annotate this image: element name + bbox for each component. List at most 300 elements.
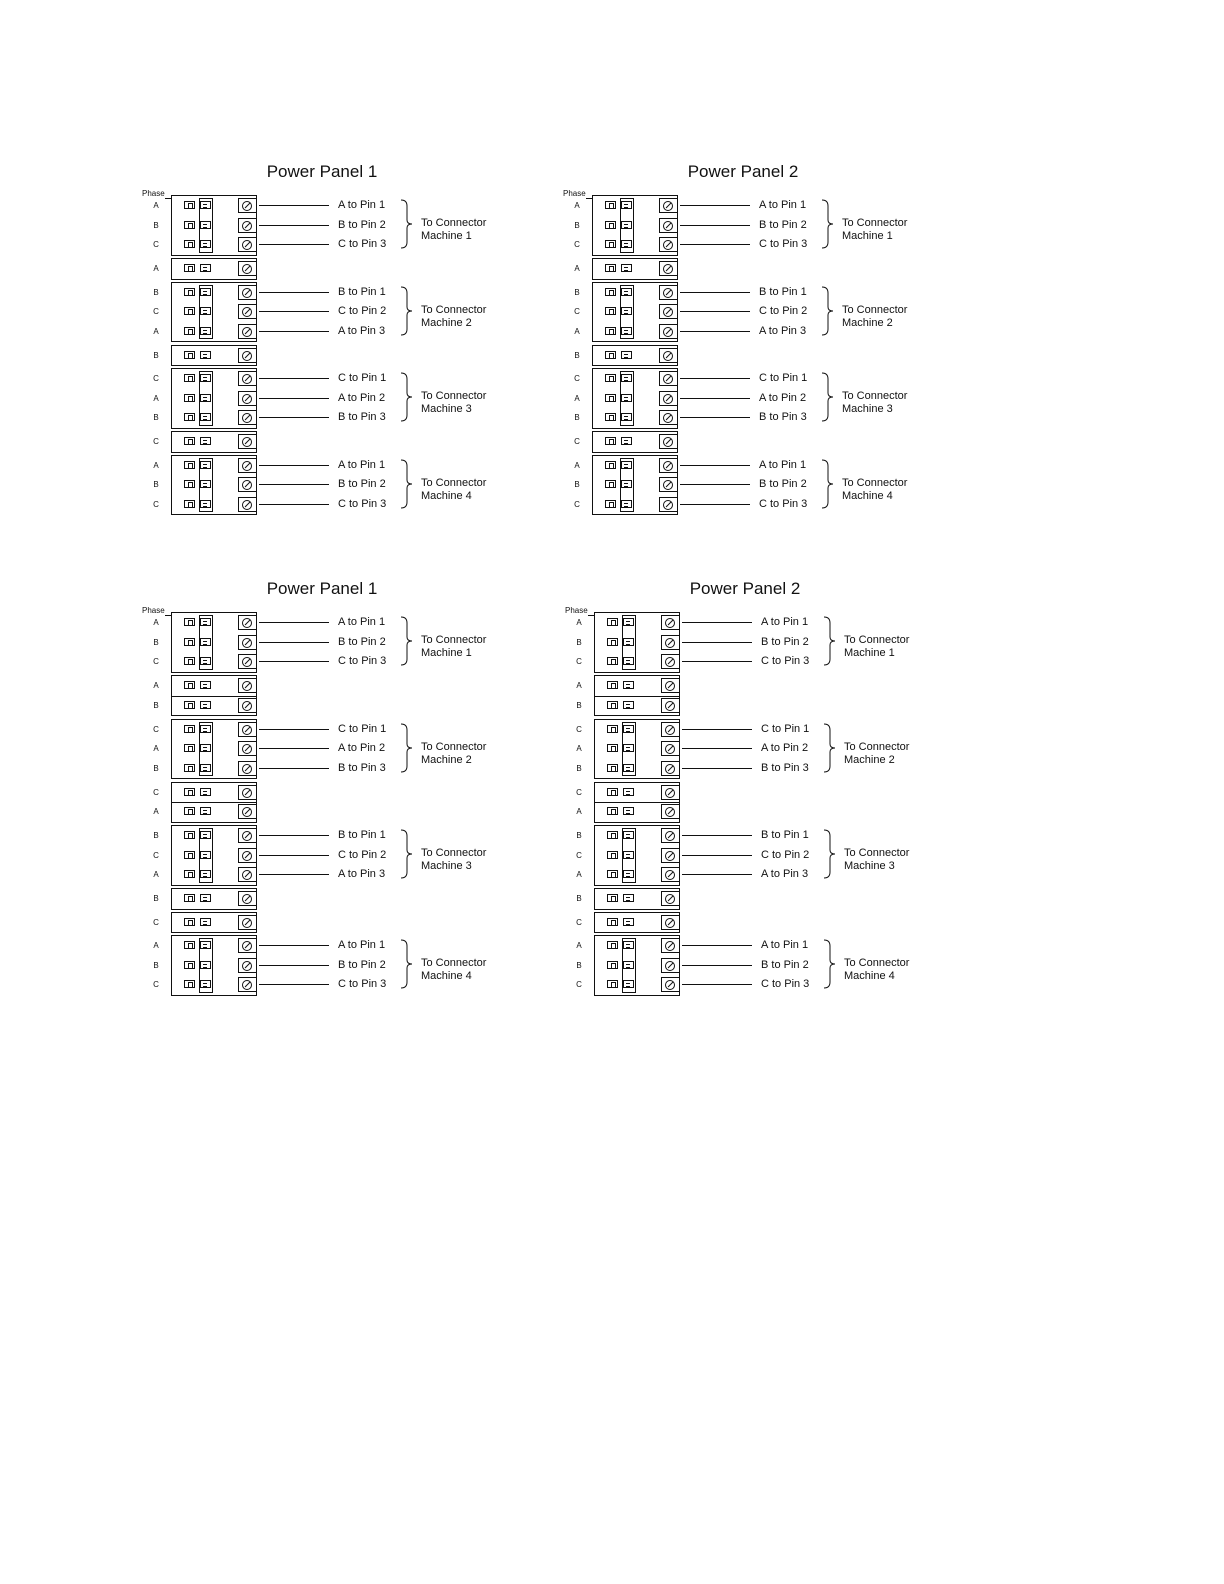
terminal-lug — [659, 410, 678, 425]
phase-label: B — [574, 480, 580, 489]
breaker-icon — [184, 638, 195, 646]
pin-label: B to Pin 3 — [759, 411, 807, 423]
brace-icon — [823, 723, 839, 773]
breaker-row — [565, 613, 985, 633]
phase-label: B — [153, 220, 159, 230]
screw-icon — [242, 657, 252, 667]
phase-header: Phase — [142, 606, 165, 615]
screw-icon — [242, 918, 252, 928]
connector-machine: Machine 3 — [421, 860, 472, 872]
terminal-lug — [238, 635, 257, 650]
pole-icon — [623, 980, 634, 988]
wire-line — [682, 945, 752, 946]
breaker-icon — [184, 764, 195, 772]
breaker-row — [563, 456, 983, 476]
terminal-lug — [661, 678, 680, 693]
breaker-icon — [184, 201, 195, 209]
phase-label: C — [574, 437, 580, 446]
terminal-lug — [238, 891, 257, 906]
terminal-lug — [238, 371, 257, 386]
terminal-lug — [238, 654, 257, 669]
breaker-row — [142, 739, 562, 759]
wire-line — [680, 225, 750, 226]
breaker-row — [563, 408, 983, 428]
phase-label: A — [153, 941, 159, 950]
screw-icon — [665, 725, 675, 735]
wire-line — [259, 465, 329, 466]
phase-label: C — [576, 980, 582, 989]
brace-icon — [400, 286, 416, 336]
pin-label: B to Pin 3 — [761, 761, 809, 774]
phase-label: C — [576, 850, 582, 860]
phase-header: Phase — [563, 189, 586, 198]
breaker-row — [142, 865, 562, 885]
pin-label: A to Pin 2 — [759, 391, 807, 404]
breaker-row — [565, 889, 985, 909]
connector-prefix: To Connector — [421, 634, 487, 646]
screw-icon — [242, 307, 252, 317]
pin-label: A to Pin 3 — [338, 868, 386, 880]
pin-label: B to Pin 1 — [338, 285, 386, 298]
brace-icon — [821, 199, 837, 249]
breaker-icon — [607, 657, 618, 665]
phase-header: Phase — [142, 189, 165, 198]
breaker-icon — [605, 288, 616, 296]
brace-icon — [400, 616, 416, 666]
wire-line — [259, 768, 329, 769]
phase-label: B — [153, 960, 159, 970]
breaker-row — [142, 802, 562, 822]
pole-icon — [200, 681, 211, 689]
phase-label: C — [153, 437, 159, 446]
screw-icon — [242, 480, 252, 490]
pin-label: A to Pin 1 — [338, 199, 386, 211]
pin-label: A to Pin 3 — [338, 324, 386, 337]
breaker-row — [565, 783, 985, 803]
breaker-row — [563, 346, 983, 366]
pole-icon — [200, 961, 211, 969]
pole-icon — [621, 413, 632, 421]
pole-icon — [623, 807, 634, 815]
breaker-row — [142, 652, 562, 672]
phase-label: C — [153, 499, 159, 509]
phase-label: C — [153, 307, 159, 316]
phase-label: A — [574, 393, 580, 403]
connector-prefix: To Connector — [842, 476, 908, 489]
breaker-icon — [605, 221, 616, 229]
wire-line — [682, 622, 752, 623]
wire-line — [259, 311, 329, 312]
screw-icon — [663, 413, 673, 423]
pole-icon — [623, 870, 634, 878]
wire-line — [682, 855, 752, 856]
connector-machine: Machine 1 — [421, 647, 472, 659]
pin-label: C to Pin 2 — [338, 848, 387, 861]
wire-line — [259, 378, 329, 379]
screw-icon — [242, 618, 252, 628]
connector-machine: Machine 3 — [842, 403, 893, 415]
brace-icon — [400, 829, 416, 879]
pin-label: B to Pin 2 — [761, 958, 809, 971]
breaker-row — [142, 613, 562, 633]
breaker-row — [142, 456, 562, 476]
pole-icon — [200, 327, 211, 335]
pole-icon — [200, 264, 211, 272]
phase-label: C — [576, 724, 582, 734]
breaker-row — [142, 235, 562, 255]
breaker-row — [142, 432, 562, 452]
terminal-lug — [661, 654, 680, 669]
wire-line — [259, 748, 329, 749]
screw-icon — [242, 831, 252, 841]
phase-label: A — [153, 264, 159, 273]
wire-line — [680, 311, 750, 312]
breaker-icon — [607, 851, 618, 859]
breaker-row — [563, 389, 983, 409]
pole-icon — [200, 764, 211, 772]
screw-icon — [242, 851, 252, 861]
connector-prefix: To Connector — [844, 634, 910, 646]
pole-icon — [623, 725, 634, 733]
screw-icon — [242, 941, 252, 951]
wire-line — [682, 835, 752, 836]
phase-label: B — [153, 763, 159, 773]
panel-title: Power Panel 2 — [687, 162, 799, 181]
screw-icon — [665, 851, 675, 861]
phase-label: C — [574, 307, 580, 316]
phase-label: C — [153, 917, 159, 927]
breaker-row — [142, 676, 562, 696]
pole-icon — [621, 480, 632, 488]
pin-label: A to Pin 2 — [338, 742, 386, 754]
wire-line — [259, 874, 329, 875]
phase-label: C — [153, 724, 159, 734]
wire-line — [680, 244, 750, 245]
wire-line — [682, 748, 752, 749]
connector-machine: Machine 2 — [844, 753, 895, 766]
wire-line — [682, 729, 752, 730]
screw-icon — [663, 480, 673, 490]
pin-label: A to Pin 3 — [761, 868, 809, 880]
breaker-icon — [607, 788, 618, 796]
wire-line — [259, 292, 329, 293]
breaker-icon — [607, 980, 618, 988]
terminal-lug — [661, 891, 680, 906]
breaker-row — [142, 302, 562, 322]
pole-icon — [623, 657, 634, 665]
pole-icon — [200, 240, 211, 248]
connector-label — [421, 957, 486, 983]
breaker-row — [142, 346, 562, 366]
phase-label: B — [574, 220, 580, 230]
terminal-lug — [659, 348, 678, 363]
phase-label: A — [153, 460, 159, 470]
connector-label — [842, 217, 907, 243]
phase-label: A — [576, 941, 582, 950]
phase-label: A — [576, 807, 582, 816]
breaker-icon — [607, 831, 618, 839]
wire-line — [680, 331, 750, 332]
pin-label: A to Pin 2 — [338, 391, 386, 404]
phase-label: C — [153, 980, 159, 989]
breaker-row — [142, 495, 562, 515]
breaker-row — [142, 475, 562, 495]
screw-icon — [663, 394, 673, 404]
pole-icon — [621, 394, 632, 402]
terminal-lug — [661, 848, 680, 863]
pole-icon — [623, 788, 634, 796]
breaker-icon — [607, 961, 618, 969]
pin-label: C to Pin 2 — [761, 848, 810, 861]
breaker-icon — [184, 413, 195, 421]
panel-title: Power Panel 2 — [689, 579, 801, 598]
pin-label: B to Pin 2 — [338, 958, 386, 971]
terminal-lug — [661, 741, 680, 756]
phase-label: A — [153, 326, 159, 336]
screw-icon — [665, 870, 675, 880]
terminal-lug — [661, 958, 680, 973]
phase-label: C — [576, 787, 582, 797]
terminal-lug — [661, 867, 680, 882]
breaker-row — [565, 956, 985, 976]
breaker-row — [565, 936, 985, 956]
pin-label: C to Pin 3 — [759, 497, 808, 510]
wire-line — [682, 661, 752, 662]
screw-icon — [665, 638, 675, 648]
phase-label: C — [153, 787, 159, 797]
screw-icon — [663, 288, 673, 298]
connector-prefix: To Connector — [421, 957, 487, 969]
phase-label: A — [574, 201, 580, 210]
screw-icon — [242, 461, 252, 471]
connector-prefix: To Connector — [421, 390, 487, 402]
screw-icon — [242, 788, 252, 798]
screw-icon — [242, 500, 252, 510]
terminal-lug — [238, 410, 257, 425]
connector-label — [844, 741, 909, 767]
connector-machine: Machine 3 — [421, 403, 472, 415]
pin-label: C to Pin 3 — [761, 978, 810, 990]
screw-icon — [242, 240, 252, 250]
breaker-row — [142, 216, 562, 236]
breaker-icon — [605, 264, 616, 272]
pin-label: B to Pin 1 — [338, 829, 386, 841]
screw-icon — [665, 681, 675, 691]
terminal-lug — [659, 497, 678, 512]
wire-line — [259, 331, 329, 332]
pole-icon — [621, 461, 632, 469]
connector-prefix: To Connector — [842, 303, 908, 316]
brace-icon — [400, 723, 416, 773]
breaker-icon — [184, 807, 195, 815]
pin-label: C to Pin 2 — [338, 305, 387, 317]
connector-machine: Machine 1 — [844, 647, 895, 659]
screw-icon — [663, 461, 673, 471]
pin-label: C to Pin 3 — [759, 238, 808, 250]
phase-label: B — [576, 831, 582, 840]
phase-label: C — [576, 657, 582, 666]
breaker-icon — [184, 351, 195, 359]
phase-label: A — [153, 618, 159, 627]
connector-machine: Machine 1 — [421, 230, 472, 242]
wire-line — [680, 484, 750, 485]
screw-icon — [242, 980, 252, 990]
terminal-lug — [661, 722, 680, 737]
wire-line — [259, 504, 329, 505]
phase-label: A — [153, 201, 159, 210]
screw-icon — [242, 327, 252, 337]
phase-label: C — [574, 374, 580, 383]
pole-icon — [623, 941, 634, 949]
wire-line — [259, 484, 329, 485]
breaker-icon — [607, 807, 618, 815]
pin-label: A to Pin 1 — [761, 616, 809, 628]
terminal-lug — [238, 785, 257, 800]
wire-line — [680, 417, 750, 418]
terminal-lug — [659, 477, 678, 492]
connector-label — [844, 634, 909, 660]
pin-label: A to Pin 1 — [759, 199, 807, 211]
pin-label: C to Pin 1 — [759, 372, 808, 384]
connector-label — [421, 304, 486, 330]
connector-label — [844, 847, 909, 873]
brace-icon — [821, 459, 837, 509]
phase-label: A — [576, 681, 582, 690]
panel-1-bottom — [142, 579, 562, 1039]
phase-label: A — [574, 326, 580, 336]
phase-label: C — [153, 374, 159, 383]
connector-machine: Machine 3 — [844, 860, 895, 872]
pin-label: C to Pin 3 — [338, 497, 387, 510]
screw-icon — [663, 307, 673, 317]
screw-icon — [242, 961, 252, 971]
terminal-lug — [659, 285, 678, 300]
pin-label: C to Pin 1 — [761, 722, 810, 735]
terminal-lug — [238, 477, 257, 492]
terminal-lug — [238, 678, 257, 693]
screw-icon — [665, 807, 675, 817]
breaker-icon — [607, 701, 618, 709]
breaker-row — [563, 369, 983, 389]
phase-label: B — [153, 350, 159, 360]
screw-icon — [665, 980, 675, 990]
screw-icon — [663, 437, 673, 447]
phase-label: A — [576, 870, 582, 879]
connector-prefix: To Connector — [421, 476, 487, 489]
pole-icon — [623, 764, 634, 772]
screw-icon — [663, 221, 673, 231]
breaker-row — [563, 196, 983, 216]
screw-icon — [242, 764, 252, 774]
terminal-lug — [238, 304, 257, 319]
pole-icon — [200, 500, 211, 508]
wire-line — [259, 984, 329, 985]
breaker-row — [142, 913, 562, 933]
breaker-icon — [607, 870, 618, 878]
terminal-lug — [238, 938, 257, 953]
breaker-icon — [184, 307, 195, 315]
breaker-icon — [184, 851, 195, 859]
pin-label: B to Pin 2 — [759, 478, 807, 490]
phase-label: B — [574, 350, 580, 360]
screw-icon — [242, 374, 252, 384]
breaker-icon — [184, 240, 195, 248]
breaker-icon — [607, 681, 618, 689]
breaker-icon — [605, 480, 616, 488]
screw-icon — [663, 240, 673, 250]
pole-icon — [200, 918, 211, 926]
connector-machine: Machine 4 — [844, 970, 895, 982]
terminal-lug — [659, 324, 678, 339]
pin-label: B to Pin 3 — [338, 761, 386, 774]
breaker-row — [142, 259, 562, 279]
pole-icon — [623, 851, 634, 859]
breaker-row — [142, 389, 562, 409]
breaker-row — [142, 720, 562, 740]
breaker-row — [142, 369, 562, 389]
screw-icon — [665, 918, 675, 928]
screw-icon — [242, 681, 252, 691]
terminal-lug — [238, 741, 257, 756]
wire-line — [682, 874, 752, 875]
pole-icon — [200, 394, 211, 402]
breaker-row — [563, 432, 983, 452]
connector-prefix: To Connector — [421, 740, 487, 753]
wire-line — [259, 661, 329, 662]
breaker-row — [565, 676, 985, 696]
wire-line — [259, 855, 329, 856]
breaker-row — [142, 889, 562, 909]
phase-label: B — [153, 700, 159, 710]
screw-icon — [663, 201, 673, 211]
breaker-row — [142, 696, 562, 716]
terminal-lug — [659, 218, 678, 233]
wire-line — [259, 398, 329, 399]
wire-line — [682, 984, 752, 985]
pin-label: A to Pin 3 — [759, 324, 807, 337]
wire-line — [259, 225, 329, 226]
pin-label: B to Pin 2 — [338, 635, 386, 648]
terminal-lug — [238, 615, 257, 630]
pin-label: C to Pin 3 — [761, 655, 810, 667]
breaker-row — [142, 196, 562, 216]
pole-icon — [621, 374, 632, 382]
breaker-row — [142, 322, 562, 342]
pin-label: B to Pin 3 — [338, 411, 386, 423]
pin-label: B to Pin 2 — [759, 218, 807, 231]
pole-icon — [621, 264, 632, 272]
screw-icon — [242, 638, 252, 648]
breaker-icon — [605, 327, 616, 335]
phase-label: A — [153, 393, 159, 403]
screw-icon — [665, 961, 675, 971]
connector-label — [842, 304, 907, 330]
breaker-icon — [184, 788, 195, 796]
phase-label: B — [576, 894, 582, 903]
pole-icon — [200, 437, 211, 445]
breaker-icon — [184, 327, 195, 335]
pin-label: C to Pin 3 — [338, 238, 387, 250]
breaker-row — [565, 652, 985, 672]
connector-machine: Machine 4 — [421, 970, 472, 982]
screw-icon — [242, 413, 252, 423]
pole-icon — [621, 221, 632, 229]
connector-prefix: To Connector — [421, 847, 487, 859]
screw-icon — [665, 788, 675, 798]
breaker-icon — [184, 725, 195, 733]
breaker-icon — [184, 980, 195, 988]
breaker-row — [563, 283, 983, 303]
